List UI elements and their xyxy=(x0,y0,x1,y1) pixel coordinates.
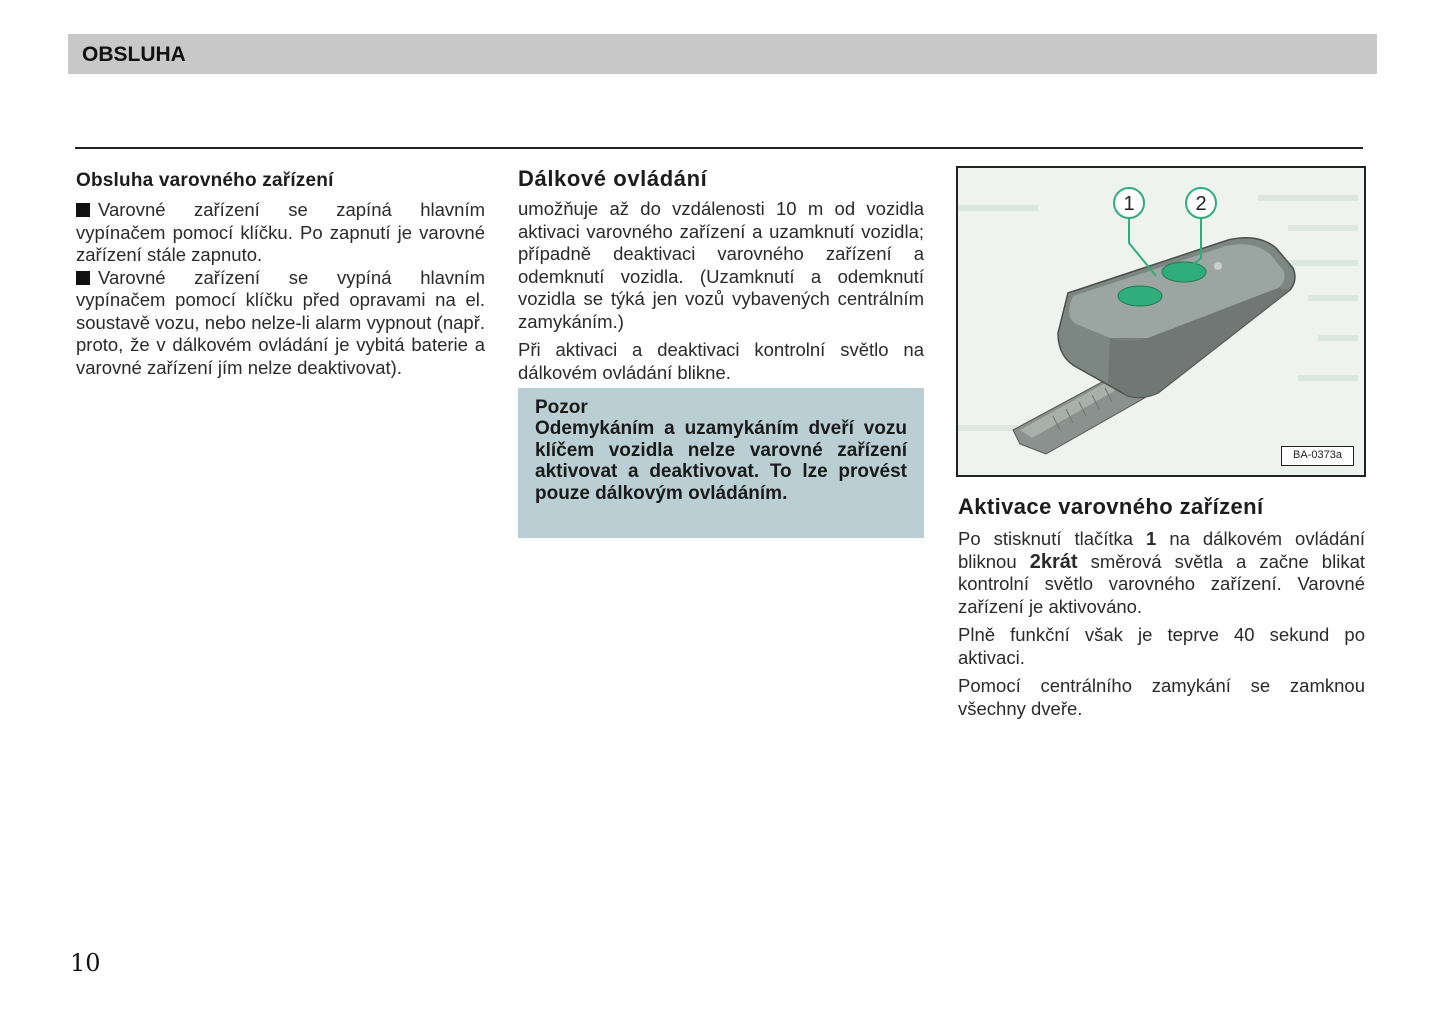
section-heading: Aktivace varovného zařízení xyxy=(958,494,1264,519)
divider-rule xyxy=(75,147,1363,149)
warning-box xyxy=(518,388,924,538)
paragraph-full-function: Plně funkční však je teprve 40 sekund po aktivaci. xyxy=(958,624,1365,668)
paragraph-remote-range: umožňuje až do vzdálenosti 10 m od vozidla aktivaci varovného zařízení a uzamknutí vozidla; případně deaktivaci varovného zařízení a odemknutí vozidla. (Uzamknutí a odemknutí vozidla se týká jen vozů vybavených centrálním zamykáním.) xyxy=(518,198,924,332)
warning-title: Pozor xyxy=(535,397,588,418)
section-remote-control xyxy=(518,166,924,390)
remote-key-figure xyxy=(956,166,1366,477)
warning-text: Odemykáním a uzamykáním dveří vozu klíčem vozidla nelze varovné zařízení aktivovat a deaktivovat. To lze provést pouze dálkovým ovládáním. xyxy=(535,418,907,504)
paragraph-activation-steps: Po stisknutí tlačítka 1 na dálkovém ovládání bliknou 2krát směrová světla a začne blikat kontrolní světlo varovného zařízení. Varovné zařízení je aktivováno. xyxy=(958,528,1365,617)
header-bar xyxy=(68,34,1377,74)
paragraph-central-locking: Pomocí centrálního zamykání se zamknou všechny dveře. xyxy=(958,675,1365,719)
paragraph-remote-blink: Při aktivaci a deaktivaci kontrolní světlo na dálkovém ovládání blikne. xyxy=(518,339,924,383)
remote-key-illustration xyxy=(958,168,1364,475)
section-heading: Dálkové ovládání xyxy=(518,166,708,191)
chapter-title: OBSLUHA xyxy=(82,43,186,66)
bullet-square-icon xyxy=(76,203,90,217)
callout-2-label: 2 xyxy=(1195,193,1207,215)
paragraph-switch-off: Varovné zařízení se vypíná hlavním vypínačem pomocí klíčku před opravami na el. soustavě vozu, nebo nelze-li alarm vypnout (např. proto, že v dálkovém ovládání je vybitá baterie a varovné zařízení jím nelze deaktivovat). xyxy=(76,266,485,378)
page-number: 10 xyxy=(70,949,101,977)
figure-code-label: BA-0373a xyxy=(1281,446,1354,466)
section-alarm-activation xyxy=(958,494,1365,726)
bullet-square-icon xyxy=(76,271,90,285)
section-alarm-operation xyxy=(76,170,485,379)
paragraph-switch-on: Varovné zařízení se zapíná hlavním vypínačem pomocí klíčku. Po zapnutí je varovné zařízení stále zapnuto. xyxy=(76,199,485,265)
callout-1-label: 1 xyxy=(1123,193,1135,215)
section-heading: Obsluha varovného zařízení xyxy=(76,170,334,191)
